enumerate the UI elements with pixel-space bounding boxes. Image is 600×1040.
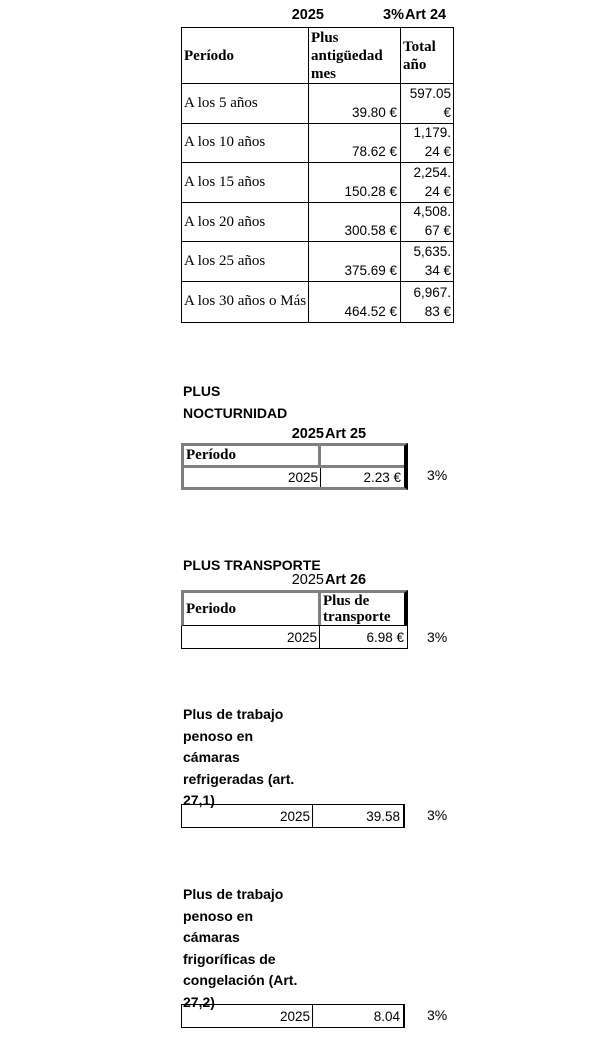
nocturnidad-title-line1: PLUS [183, 383, 221, 399]
congelacion-title-line: frigoríficas de [183, 950, 276, 967]
nocturnidad-table [181, 443, 408, 490]
periodo-header: Periodo [184, 593, 321, 625]
year-cell: 2025 [182, 1005, 313, 1027]
total-line1: 2,254. [413, 164, 451, 180]
empty-header-cell [321, 446, 404, 465]
transporte-year: 2025 [291, 572, 324, 588]
congelacion-title-line: cámaras [183, 929, 240, 945]
antiguedad-header-row [182, 28, 453, 84]
nocturnidad-data-row [184, 468, 404, 487]
periodo-header: Período [184, 446, 321, 465]
monthly-value: 78.62 € [309, 124, 401, 163]
antiguedad-table [181, 27, 454, 323]
monthly-value: 464.52 € [309, 282, 401, 322]
total-value [401, 282, 453, 322]
row-label: A los 25 años [182, 242, 309, 281]
value-cell: 39.58 [366, 808, 400, 824]
congelacion-title-line: 27,2) [183, 993, 215, 1010]
periodo-header: Período [182, 28, 309, 83]
congelacion-title-line: penoso en [183, 907, 254, 924]
total-value [401, 242, 453, 281]
antiguedad-article: Art 24 [405, 7, 447, 23]
refrigeradas-percent: 3% [427, 807, 448, 823]
total-value [401, 84, 453, 123]
total-line2: 83 € [424, 303, 451, 319]
congelacion-title [183, 884, 297, 1013]
refrigeradas-table [181, 804, 405, 828]
refrigeradas-title [183, 704, 294, 812]
value-cell: 8.04 [373, 1008, 400, 1024]
congelacion-title-line: Plus de trabajo [183, 886, 284, 902]
row-label: A los 30 años o Más [182, 282, 309, 322]
plus-mes-header: Plus antigüedad mes [309, 28, 401, 83]
nocturnidad-title-line2: NOCTURNIDAD [183, 405, 288, 421]
total-ano-header: Total año [403, 38, 436, 73]
refrigeradas-title-line: penoso en [183, 727, 254, 744]
monthly-value: 375.69 € [309, 242, 401, 281]
transporte-article: Art 26 [325, 572, 367, 588]
row-label: A los 10 años [182, 124, 309, 163]
total-line2: 67 € [424, 223, 451, 239]
refrigeradas-title-line: Plus de trabajo [183, 706, 284, 722]
congelacion-title-line: congelación (Art. [183, 972, 298, 988]
year-cell: 2025 [184, 468, 321, 487]
year-cell: 2025 [182, 805, 313, 827]
transporte-title: PLUS TRANSPORTE [183, 557, 321, 573]
total-line2: 24 € [424, 144, 451, 160]
antiguedad-caption-row [181, 6, 446, 24]
congelacion-table [181, 1004, 405, 1028]
total-line2: 34 € [424, 262, 451, 278]
nocturnidad-caption-row [181, 425, 366, 443]
row-label: A los 15 años [182, 163, 309, 202]
refrigeradas-title-line: cámaras [183, 749, 240, 765]
total-line1: 4,508. [413, 204, 451, 220]
nocturnidad-title [183, 380, 287, 424]
transporte-header-row [181, 590, 408, 626]
nocturnidad-article: Art 25 [325, 426, 367, 442]
transporte-percent: 3% [427, 629, 448, 645]
nocturnidad-year: 2025 [291, 426, 324, 442]
monthly-value: 300.58 € [309, 203, 401, 242]
total-line2: 24 € [424, 183, 451, 199]
total-line1: 6,967. [413, 284, 451, 300]
table-row [182, 282, 453, 322]
row-label: A los 20 años [182, 203, 309, 242]
value-cell: 2.23 € [363, 470, 401, 485]
total-value [401, 163, 453, 202]
nocturnidad-percent: 3% [427, 467, 448, 483]
antiguedad-year: 2025 [291, 7, 324, 23]
transporte-data-row [181, 626, 408, 649]
total-line1: 597.05 [409, 85, 451, 101]
monthly-value: 150.28 € [309, 163, 401, 202]
antiguedad-percent: 3% [383, 7, 404, 23]
transporte-table [181, 590, 408, 649]
row-label: A los 5 años [182, 84, 309, 123]
table-row [182, 242, 453, 282]
monthly-value: 39.80 € [309, 84, 401, 123]
year-cell: 2025 [182, 626, 320, 648]
total-line1: 5,635. [413, 243, 451, 259]
refrigeradas-title-line: 27,1) [183, 792, 215, 808]
table-row [182, 163, 453, 203]
table-row [182, 84, 453, 124]
transporte-caption-row [181, 571, 366, 589]
plus-transporte-header: Plus de transporte [323, 593, 391, 625]
table-row [182, 124, 453, 164]
table-row [182, 203, 453, 243]
total-line2: € [443, 104, 451, 120]
congelacion-percent: 3% [427, 1007, 448, 1023]
value-cell: 6.98 € [366, 629, 404, 645]
total-value [401, 203, 453, 242]
total-value [401, 124, 453, 163]
refrigeradas-title-line: refrigeradas (art. [183, 770, 295, 787]
total-line1: 1,179. [413, 125, 451, 141]
nocturnidad-header-row [184, 446, 404, 468]
